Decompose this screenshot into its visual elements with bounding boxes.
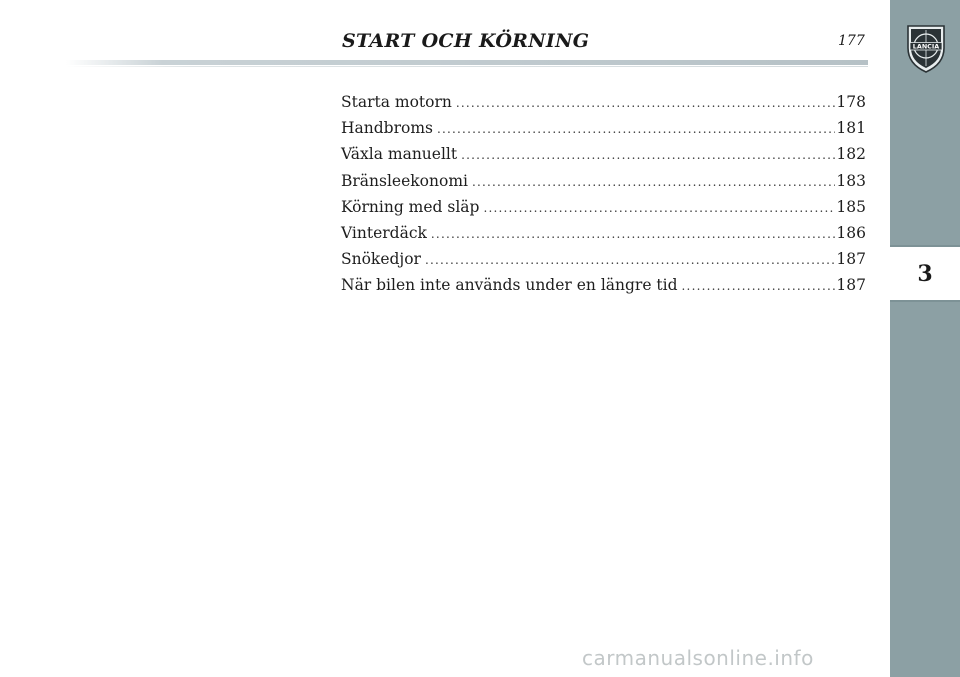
- toc-entry-label: Växla manuellt: [341, 145, 458, 164]
- page-number: 177: [838, 33, 865, 49]
- toc-entry-page: 186: [836, 223, 866, 242]
- dot-leader: [431, 221, 835, 247]
- toc-entry-label: Körning med släp: [341, 197, 480, 216]
- watermark: carmanualsonline.info: [582, 646, 814, 670]
- toc-entry-snokedjor[interactable]: [341, 246, 866, 272]
- toc-entry-label: Handbroms: [341, 119, 433, 138]
- dot-leader: [425, 247, 835, 273]
- toc-entry-label: Bränsleekonomi: [341, 171, 468, 190]
- toc-entry-label: Snökedjor: [341, 250, 421, 269]
- toc-entry-handbroms[interactable]: [341, 115, 866, 141]
- chapter-tab-3[interactable]: [890, 245, 960, 302]
- lancia-logo: [904, 22, 948, 74]
- chapter-title: START OCH KÖRNING: [342, 30, 590, 52]
- toc-entry-vaxla-manuellt[interactable]: [341, 141, 866, 167]
- toc-entry-bransleekonomi[interactable]: [341, 168, 866, 194]
- toc-entry-korning-med-slap[interactable]: [341, 194, 866, 220]
- dot-leader: [437, 116, 835, 142]
- dot-leader: [461, 142, 835, 168]
- dot-leader: [472, 169, 835, 195]
- toc-entry-page: 178: [836, 93, 866, 111]
- logo-lettering: LANCIA: [912, 42, 940, 51]
- toc-entry-starta-motorn[interactable]: [341, 89, 866, 115]
- toc-entry-page: 185: [836, 197, 866, 216]
- toc-entry-page: 181: [836, 119, 866, 138]
- toc-entry-vinterdack[interactable]: [341, 220, 866, 246]
- table-of-contents: [341, 89, 866, 299]
- toc-entry-label: När bilen inte används under en längre tid: [341, 276, 678, 295]
- toc-entry-page: 183: [836, 171, 866, 190]
- chapter-sidebar: [890, 0, 960, 677]
- toc-entry-label: Vinterdäck: [341, 223, 427, 242]
- chapter-tab-label: 3: [917, 260, 933, 287]
- dot-leader: [483, 195, 835, 221]
- toc-entry-label: Starta motorn: [341, 93, 452, 111]
- toc-entry-page: 182: [836, 145, 866, 164]
- toc-entry-page: 187: [836, 276, 866, 295]
- header-rule-thin: [66, 66, 868, 67]
- toc-entry-page: 187: [836, 250, 866, 269]
- dot-leader: [682, 273, 836, 299]
- toc-entry-nar-bilen-inte-anvands[interactable]: [341, 272, 866, 298]
- dot-leader: [456, 90, 836, 116]
- lancia-shield-icon: [904, 22, 948, 74]
- header-rule: [66, 60, 868, 65]
